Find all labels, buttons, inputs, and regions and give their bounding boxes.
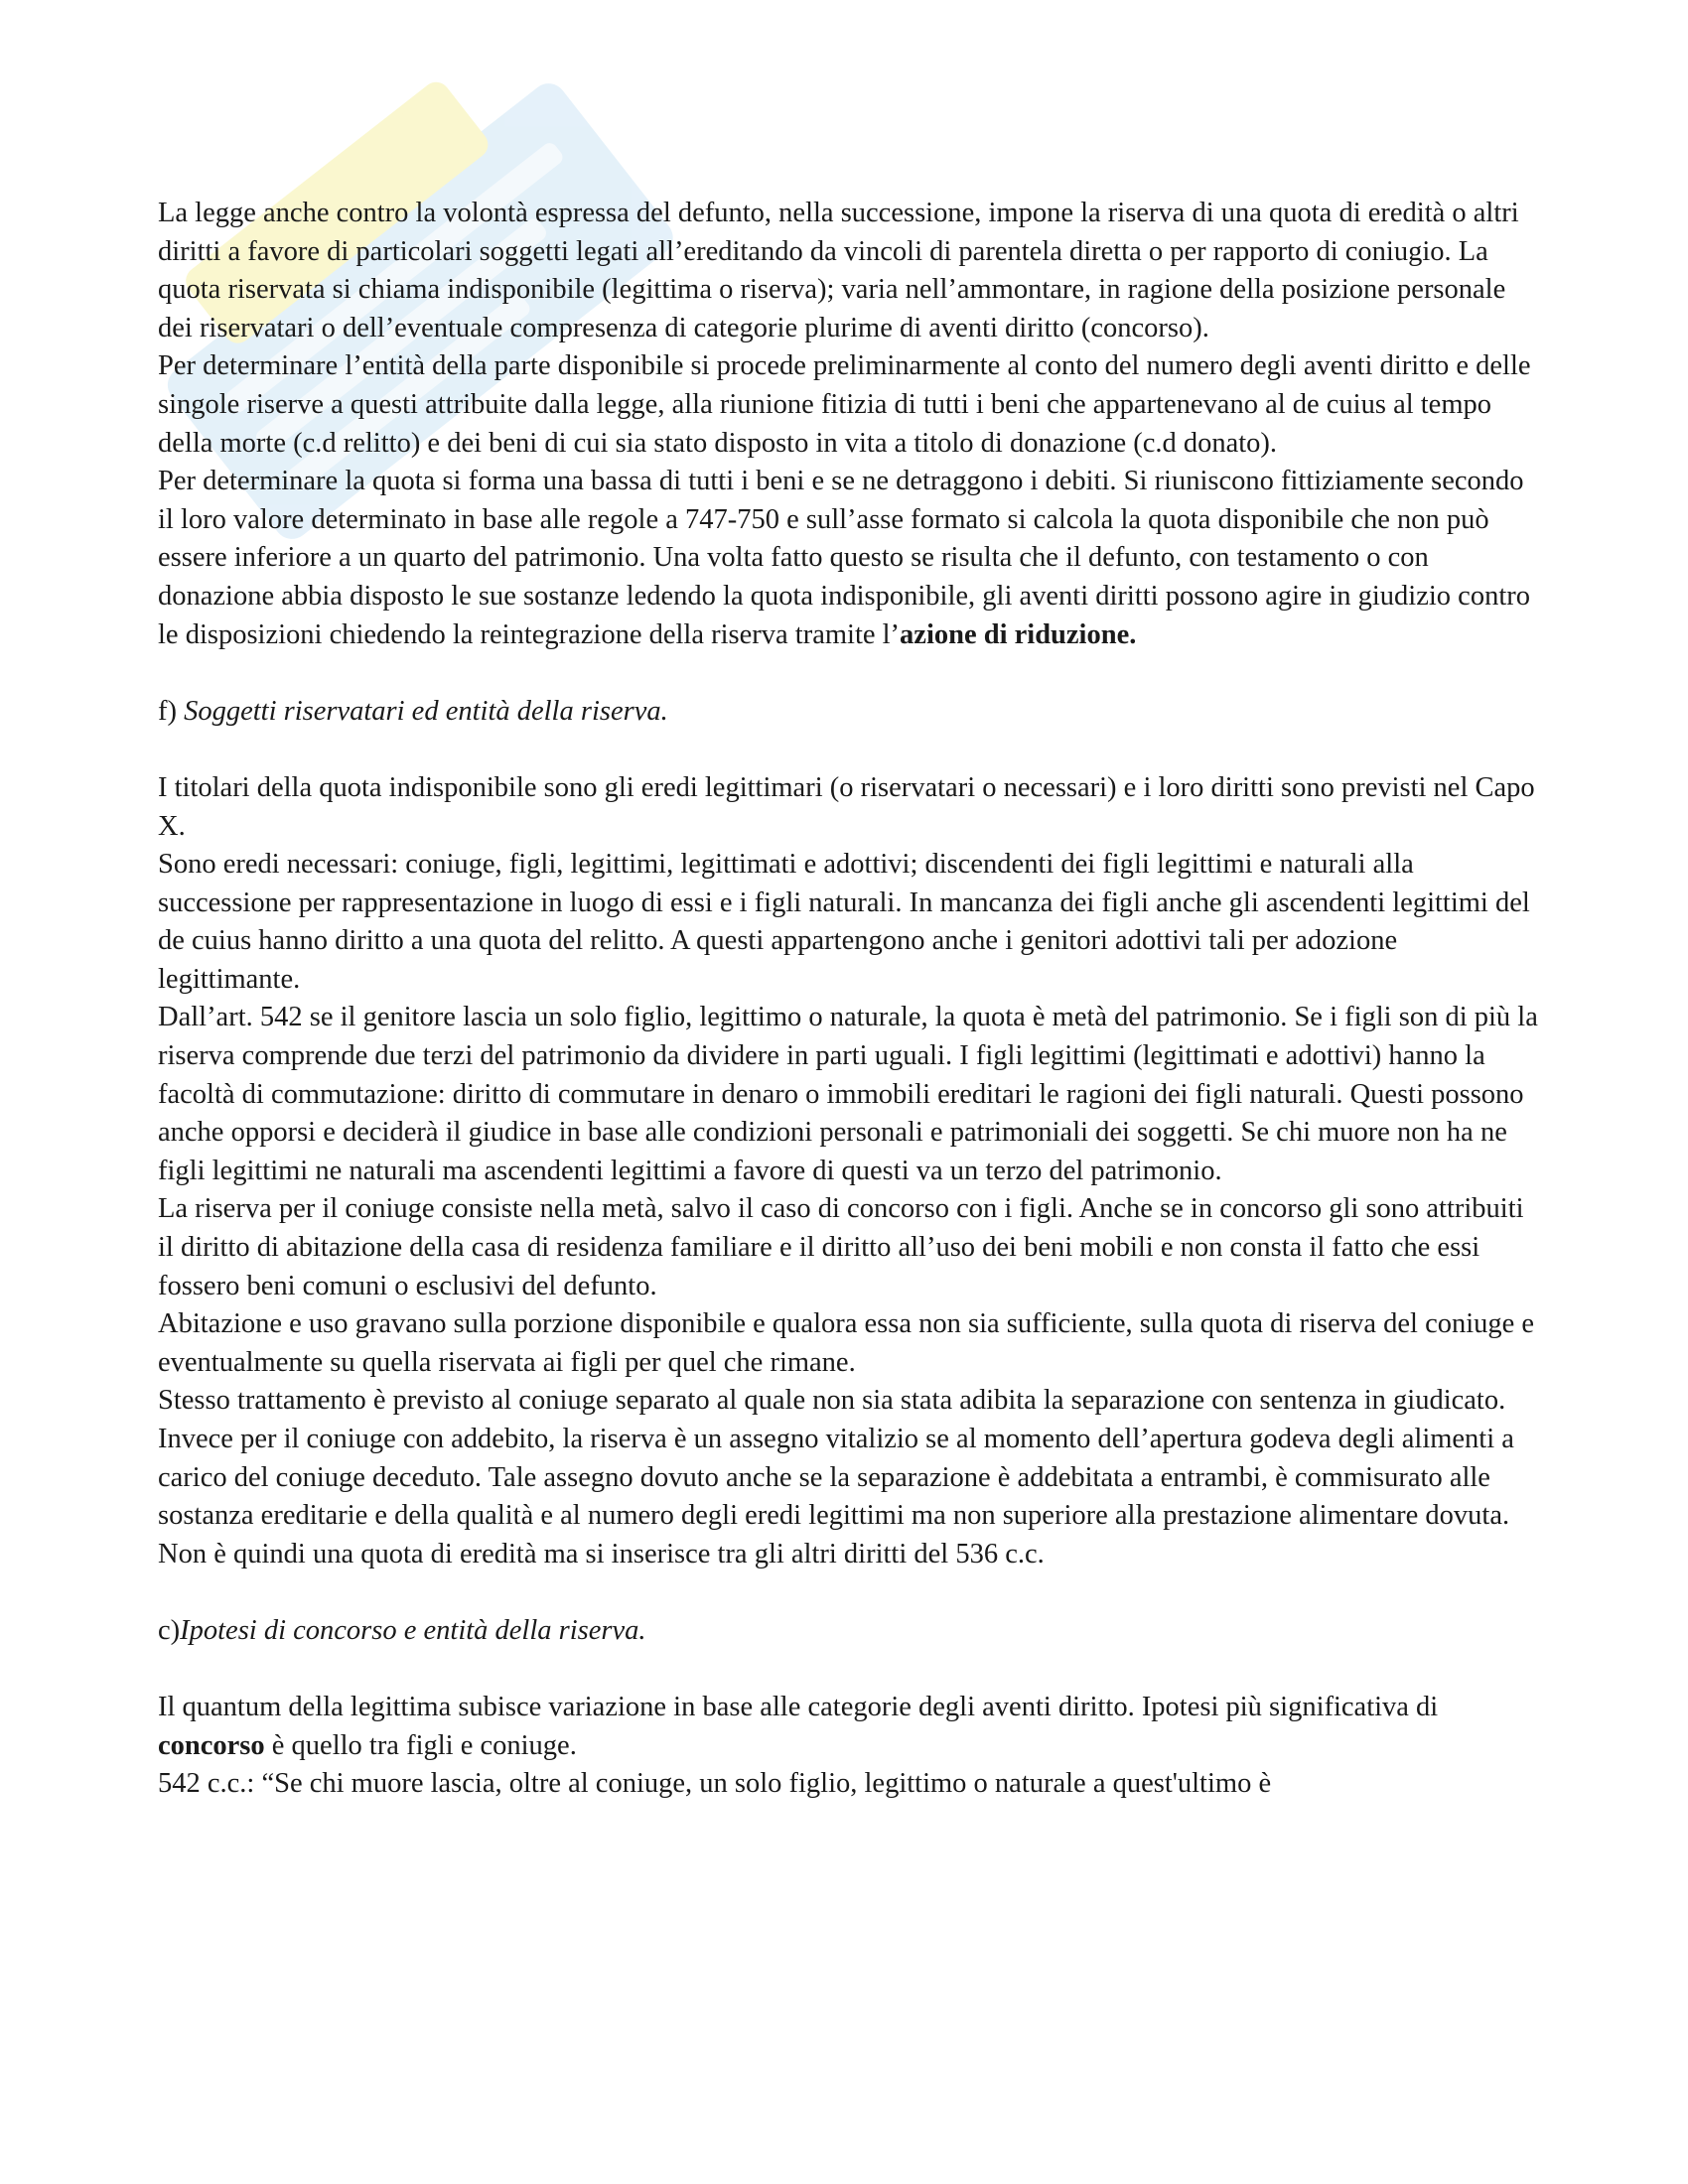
heading-prefix: c)	[158, 1614, 181, 1646]
paragraph: 542 c.c.: “Se chi muore lascia, oltre al coniuge, un solo figlio, legittimo o naturale a quest'ultimo è	[158, 1768, 1272, 1800]
paragraph-azione-riduzione	[158, 463, 1538, 654]
paragraph: Dall’art. 542 se il genitore lascia un solo figlio, legittimo o naturale, la quota è metà del patrimonio. Se i figli son di più la riserva comprende due terzi del patrimonio da dividere in parti uguali. I figli legittimi (legittimati e adottivi) hanno la facoltà di commutazione: diritto di commutare in denaro o immobili ereditari le ragioni dei figli naturali. Questi possono anche opporsi e deciderà il giudice in base alle condizioni personali e patrimoniali dei soggetti. Se chi muore non ha ne figli legittimi ne naturali ma ascendenti legittimi a favore di questi va un terzo del patrimonio.	[158, 1002, 1538, 1186]
paragraph: I titolari della quota indisponibile sono gli eredi legittimari (o riservatari o necessari) e i loro diritti sono previsti nel Capo X.	[158, 771, 1535, 842]
paragraph-text: è quello tra figli e coniuge.	[264, 1729, 577, 1761]
paragraph: Sono eredi necessari: coniuge, figli, legittimi, legittimati e adottivi; discendenti dei figli legittimi e naturali alla successione per rappresentazione in luogo di essi e i figli naturali. In mancanza dei figli anche gli ascendenti legittimi del de cuius hanno diritto a una quota del relitto. A questi appartengono anche i genitori adottivi tali per adozione legittimante.	[158, 849, 1530, 995]
heading-title: Soggetti riservatari ed entità della riserva.	[184, 695, 668, 727]
heading-prefix: f)	[158, 695, 185, 727]
paragraph: Per determinare l’entità della parte disponibile si procede preliminarmente al conto del numero degli aventi diritto e delle singole riserve a questi attribuite dalla legge, alla riunione fitizia di tutti i beni che appartenevano al de cuius al tempo della morte (c.d relitto) e dei beni di cui sia stato disposto in vita a titolo di donazione (c.d donato).	[158, 350, 1531, 459]
bold-term-concorso: concorso	[158, 1729, 265, 1761]
paragraph-concorso	[158, 1689, 1538, 1765]
heading-title: Ipotesi di concorso e entità della riserva.	[180, 1614, 646, 1646]
paragraph: Invece per il coniuge con addebito, la riserva è un assegno vitalizio se al momento dell’apertura godeva degli alimenti a carico del coniuge deceduto. Tale assegno dovuto anche se la separazione è addebitata a entrambi, è commisurato alle sostanza ereditarie e della qualità e al numero degli eredi legittimi ma non superiore alla prestazione alimentare dovuta. Non è quindi una quota di eredità ma si inserisce tra gli altri diritti del 536 c.c.	[158, 1424, 1514, 1570]
paragraph: La riserva per il coniuge consiste nella metà, salvo il caso di concorso con i figli. Anche se in concorso gli sono attribuiti il diritto di abitazione della casa di residenza familiare e il diritto all’uso dei beni mobili e non consta il fatto che essi fossero beni comuni o esclusivi del defunto.	[158, 1193, 1524, 1301]
paragraph: Abitazione e uso gravano sulla porzione disponibile e qualora essa non sia sufficiente, sulla quota di riserva del coniuge e eventualmente su quella riservata ai figli per quel che rimane.	[158, 1308, 1535, 1378]
paragraph-text: Per determinare la quota si forma una bassa di tutti i beni e se ne detraggono i debiti. Si riuniscono fittiziamente secondo il loro valore determinato in base alle regole a 747-750 e sull’asse formato si calcola la quota disponibile che non può essere inferiore a un quarto del patrimonio. Una volta fatto questo se risulta che il defunto, con testamento o con donazione abbia disposto le sue sostanze ledendo la quota indisponibile, gli aventi diritti possono agire in giudizio contro le disposizioni chiedendo la reintegrazione della riserva tramite l’	[158, 466, 1530, 650]
bold-term-azione-di-riduzione: azione di riduzione.	[900, 618, 1137, 650]
section-heading-c	[158, 1612, 1538, 1651]
paragraph: La legge anche contro la volontà espressa del defunto, nella successione, impone la riserva di una quota di eredità o altri diritti a favore di particolari soggetti legati all’ereditando da vincoli di parentela diretta o per rapporto di coniugio. La quota riservata si chiama indisponibile (legittima o riserva); varia nell’ammontare, in ragione della posizione personale dei riservatari o dell’eventuale compresenza di categorie plurime di aventi diritto (concorso).	[158, 198, 1519, 343]
section-heading-f	[158, 693, 1538, 732]
paragraph: Stesso trattamento è previsto al coniuge separato al quale non sia stata adibita la separazione con sentenza in giudicato.	[158, 1385, 1506, 1417]
document-body	[158, 195, 1538, 1804]
paragraph-text: Il quantum della legittima subisce variazione in base alle categorie degli aventi diritto. Ipotesi più significativa di	[158, 1692, 1439, 1723]
